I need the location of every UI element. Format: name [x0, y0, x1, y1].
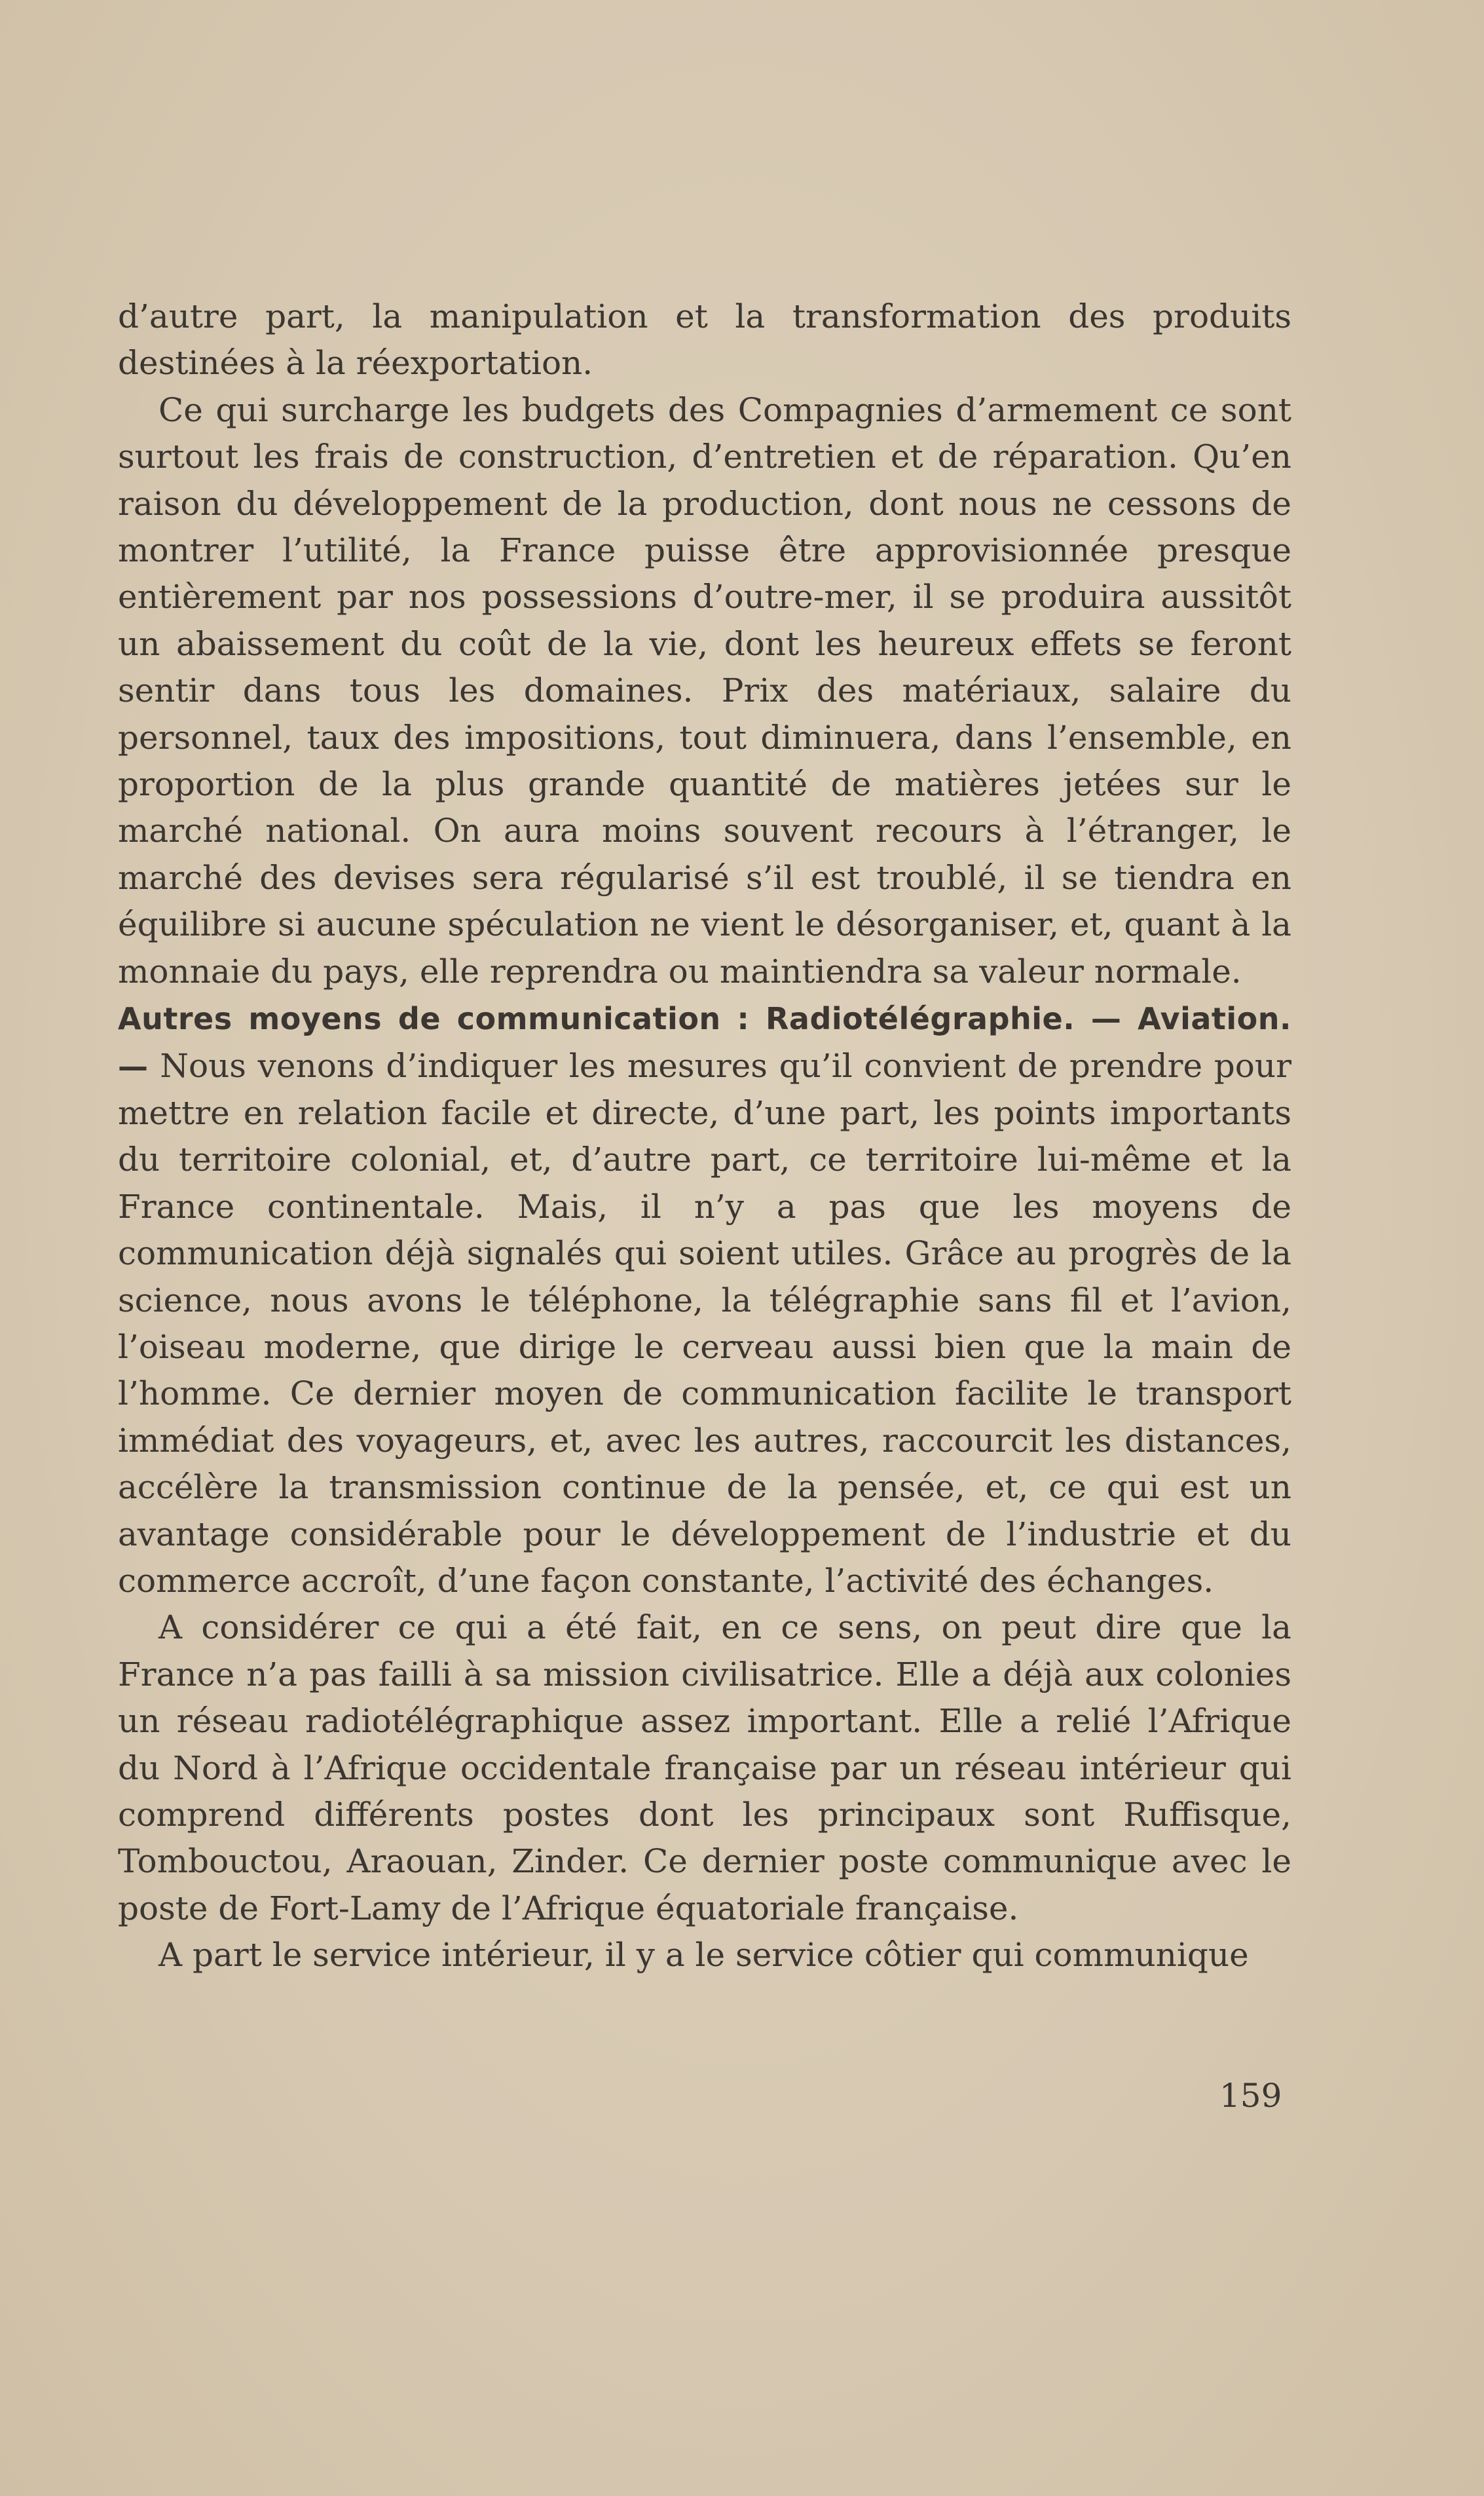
page-body-text [118, 293, 1291, 1979]
section-heading: Autres moyens de communication : Radiotélégraphie. — Aviation. — [118, 1001, 1291, 1084]
page-number: 159 [1219, 2077, 1282, 2115]
paragraph-radio-network: A considérer ce qui a été fait, en ce sens, on peut dire que la France n’a pas failli à sa mission civilisatrice. Elle a déjà aux colonies un réseau radiotélégraphique assez important. Elle a relié l’Afrique du Nord à l’Afrique occidentale française par un réseau intérieur qui comprend différents postes dont les principaux sont Ruffisque, Tombouctou, Araouan, Zinder. Ce dernier poste communique avec le poste de Fort-Lamy de l’Afrique équatoriale française. [118, 1608, 1291, 1927]
paragraph-coastal-service: A part le service intérieur, il y a le service côtier qui communique [158, 1936, 1249, 1975]
paragraph-shipping-costs: Ce qui surcharge les budgets des Compagnies d’armement ce sont surtout les frais de construction, d’entretien et de réparation. Qu’en raison du développement de la production, dont nous ne cessons de montrer l’utilité, la France puisse être approvisionnée presque entièrement par nos possessions d’outre-mer, il se produira aussitôt un abaissement du coût de la vie, dont les heureux effets se feront sentir dans tous les domaines. Prix des matériaux, salaire du personnel, taux des impositions, tout diminuera, dans l’ensemble, en proportion de la plus grande quantité de matières jetées sur le marché national. On aura moins souvent recours à l’étranger, le marché des devises sera régularisé s’il est troublé, il se tiendra en équilibre si aucune spéculation ne vient le désorganiser, et, quant à la monnaie du pays, elle reprendra ou maintiendra sa valeur normale. [118, 390, 1291, 991]
paragraph-communication [118, 995, 1291, 1604]
paragraph-continuation: d’autre part, la manipulation et la transformation des produits destinées à la réexportation. [118, 297, 1291, 383]
paragraph-communication-body: Nous venons d’indiquer les mesures qu’il convient de prendre pour mettre en relation facile et directe, d’une part, les points importants du territoire colonial, et, d’autre part, ce territoire lui-même et la France continentale. Mais, il n’y a pas que les moyens de communication déjà signalés qui soient utiles. Grâce au progrès de la science, nous avons le téléphone, la télégraphie sans fil et l’avion, l’oiseau moderne, que dirige le cerveau aussi bien que la main de l’homme. Ce dernier moyen de communication facilite le transport immédiat des voyageurs, et, avec les autres, raccourcit les distances, accélère la transmission continue de la pensée, et, ce qui est un avantage considérable pour le développement de l’industrie et du commerce accroît, d’une façon constante, l’activité des échanges. [118, 1046, 1292, 1600]
